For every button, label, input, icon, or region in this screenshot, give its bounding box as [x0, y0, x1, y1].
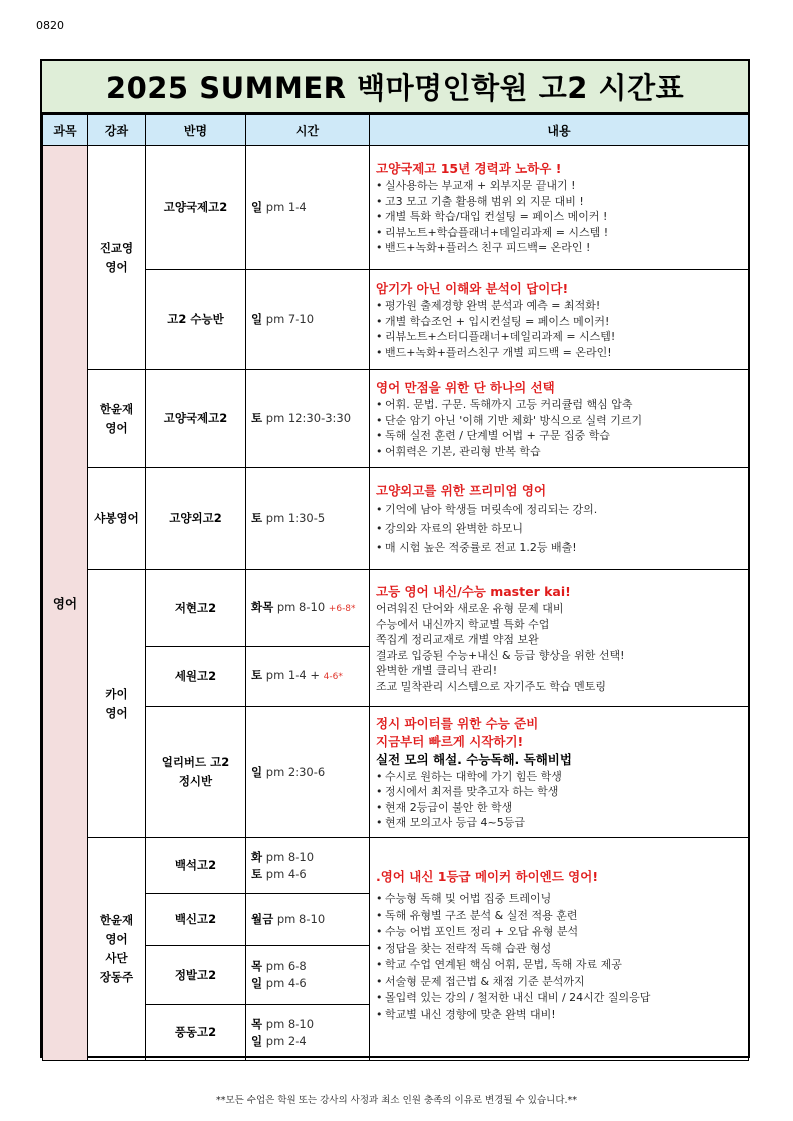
content-headline: .영어 내신 1등급 메이커 하이엔드 영어! — [376, 869, 599, 884]
content-line: 어려워진 단어와 새로운 유형 문제 대비 — [376, 602, 564, 615]
content-cell — [370, 838, 749, 1061]
hours: pm 4-6 — [265, 866, 307, 881]
day: 일 — [251, 976, 263, 990]
table-row — [43, 707, 749, 838]
content-line: 쪽집게 정리교재로 개별 약점 보완 — [376, 633, 539, 646]
list-item: • 평가원 출제경향 완벽 분석과 예측 = 최적화! — [376, 298, 742, 314]
list-item: • 현재 모의고사 등급 4~5등급 — [376, 815, 742, 831]
list-item: • 현재 2등급이 불안 한 학생 — [376, 800, 742, 816]
list-item: • 수능형 독해 및 어법 집중 트레이닝 — [376, 891, 742, 908]
class-cell: 고2 수능반 — [146, 270, 246, 370]
list-item: • 어휘. 문법. 구문. 독해까지 고등 커리큘럼 핵심 압축 — [376, 397, 742, 413]
teacher-cell — [88, 370, 146, 468]
time-note: +6-8* — [328, 603, 356, 614]
hours: pm 8-10 — [276, 912, 326, 926]
list-item: • 서술형 문제 접근법 & 채점 기준 분석까지 — [376, 974, 742, 991]
table-row — [43, 468, 749, 570]
day: 토 — [251, 511, 263, 525]
page-code: 0820 — [36, 19, 64, 32]
content-cell — [370, 270, 749, 370]
content-headline: 고등 영어 내신/수능 master kai! — [376, 584, 571, 599]
time-cell — [246, 647, 370, 707]
day: 화목 — [251, 599, 274, 614]
hours: pm 8-10 — [265, 849, 315, 864]
teacher-cell — [88, 468, 146, 570]
subject-cell: 영어 — [43, 146, 88, 1061]
content-line: 결과로 입증된 수능+내신 & 등급 향상을 위한 선택! — [376, 648, 625, 662]
hours: pm 6-8 — [265, 959, 307, 973]
content-headline: 영어 만점을 위한 단 하나의 선택 — [376, 380, 555, 395]
content-headline: 정시 파이터를 위한 수능 준비 — [376, 715, 539, 731]
class-cell: 고양국제고2 — [146, 146, 246, 270]
day: 목 — [251, 1016, 263, 1031]
day: 토 — [251, 668, 263, 682]
footer-note: **모든 수업은 학원 또는 강사의 사정과 최소 인원 충족의 이유로 변경될 수 있습니다.** — [215, 1095, 578, 1106]
header-content: 내용 — [370, 115, 749, 146]
teacher-line: 장동주 — [99, 970, 134, 984]
hours: pm 1-4 + — [265, 668, 320, 682]
teacher-cell — [88, 570, 146, 838]
list-item: • 개별 특화 학습/대입 컨설팅 = 페이스 메이커 ! — [376, 209, 742, 225]
hours: pm 2:30-6 — [265, 764, 326, 779]
list-item: • 리뷰노트+스터디플래너+데일리과제 = 시스템! — [376, 329, 742, 345]
content-cell — [370, 707, 749, 838]
list-item: • 기억에 남아 학생들 머릿속에 정리되는 강의. — [376, 500, 742, 519]
list-item: • 학교별 내신 경향에 맞춘 완벽 대비! — [376, 1007, 742, 1024]
list-item: • 개별 학습조언 + 입시컨설팅 = 페이스 메이커! — [376, 314, 742, 330]
table-row — [43, 146, 749, 270]
header-time: 시간 — [246, 115, 370, 146]
content-cell — [370, 146, 749, 270]
content-line: 수능에서 내신까지 학교별 특화 수업 — [376, 617, 550, 631]
content-cell — [370, 370, 749, 468]
class-cell: 풍동고2 — [146, 1005, 246, 1061]
list-item: • 몰입력 있는 강의 / 철저한 내신 대비 / 24시간 질의응답 — [376, 990, 742, 1007]
page-title: 2025 SUMMER 백마명인학원 고2 시간표 — [42, 61, 748, 114]
time-cell — [246, 270, 370, 370]
list-item: • 독해 유형별 구조 분석 & 실전 적용 훈련 — [376, 908, 742, 925]
time-cell — [246, 146, 370, 270]
teacher-cell — [88, 838, 146, 1061]
teacher-line: 영어 — [105, 259, 128, 274]
hours: pm 2-4 — [265, 1033, 307, 1048]
day: 일 — [251, 764, 263, 779]
time-note: 4-6* — [323, 672, 343, 682]
timetable-frame — [40, 59, 750, 1058]
teacher-line: 진교영 — [99, 240, 134, 255]
time-cell — [246, 894, 370, 946]
content-headline: 고양국제고 15년 경력과 노하우 ! — [376, 161, 562, 177]
list-item: • 리뷰노트+학습플래너+데일리과제 = 시스템 ! — [376, 225, 742, 241]
time-cell — [246, 707, 370, 838]
class-cell: 백석고2 — [146, 838, 246, 894]
time-cell — [246, 946, 370, 1005]
teacher-line: 한윤재 — [99, 913, 134, 927]
list-item: • 실사용하는 부교재 + 외부지문 끝내기 ! — [376, 178, 742, 194]
list-item: • 고3 모고 기출 활용해 범위 외 지문 대비 ! — [376, 194, 742, 210]
table-row — [43, 570, 749, 647]
teacher-cell — [88, 146, 146, 370]
list-item: • 밴드+녹화+플러스친구 개별 피드백 = 온라인! — [376, 345, 742, 361]
header-row — [43, 115, 749, 146]
day: 일 — [251, 1033, 263, 1048]
list-item: • 수시로 원하는 대학에 가기 힘든 학생 — [376, 769, 742, 785]
content-line: 완벽한 개별 클리닉 관리! — [376, 664, 498, 677]
timetable — [42, 114, 749, 1061]
time-cell — [246, 570, 370, 647]
hours: pm 7-10 — [265, 312, 315, 326]
time-cell — [246, 1005, 370, 1061]
header-subject: 과목 — [43, 115, 88, 146]
list-item: • 정시에서 최저를 맞추고자 하는 학생 — [376, 784, 742, 800]
class-cell: 백신고2 — [146, 894, 246, 946]
header-course: 강좌 — [88, 115, 146, 146]
teacher-line: 사단 — [105, 951, 128, 965]
class-cell: 고양국제고2 — [146, 370, 246, 468]
content-cell — [370, 570, 749, 707]
class-cell: 저현고2 — [146, 570, 246, 647]
hours: pm 8-10 — [265, 1016, 315, 1031]
class-cell — [146, 707, 246, 838]
list-item: • 정답을 찾는 전략적 독해 습관 형성 — [376, 941, 742, 958]
class-name: 얼리버드 고2 정시반 — [161, 755, 230, 788]
class-cell: 정발고2 — [146, 946, 246, 1005]
day: 화 — [251, 849, 263, 864]
content-subheadline: 실전 모의 해설. 수능독해. 독해비법 — [376, 751, 572, 767]
teacher-line: 영어 — [105, 420, 128, 435]
list-item: • 단순 암기 아닌 '이해 기반 체화' 방식으로 실력 기르기 — [376, 413, 742, 429]
content-cell — [370, 468, 749, 570]
list-item: • 어휘력은 기본, 관리형 반복 학습 — [376, 444, 742, 460]
class-cell: 세원고2 — [146, 647, 246, 707]
header-class: 반명 — [146, 115, 246, 146]
content-headline: 고양외고를 위한 프리미엄 영어 — [376, 482, 547, 498]
teacher-line: 한윤재 — [99, 401, 134, 416]
day: 일 — [251, 312, 263, 326]
list-item: • 학교 수업 연계된 핵심 어휘, 문법, 독해 자료 제공 — [376, 957, 742, 974]
content-line: 조교 밀착관리 시스템으로 자기주도 학습 멘토링 — [376, 679, 607, 693]
day: 목 — [251, 959, 263, 973]
hours: pm 1:30-5 — [265, 511, 326, 525]
content-headline: 지금부터 빠르게 시작하기! — [376, 733, 524, 749]
teacher-line: 샤봉영어 — [94, 511, 139, 525]
list-item: • 강의와 자료의 완벽한 하모니 — [376, 519, 742, 538]
day: 토 — [251, 411, 263, 425]
content-headline: 암기가 아닌 이해와 분석이 답이다! — [376, 281, 569, 296]
list-item: • 밴드+녹화+플러스 친구 피드백= 온라인 ! — [376, 240, 742, 256]
time-cell — [246, 838, 370, 894]
hours: pm 8-10 — [276, 599, 326, 614]
list-item: • 독해 실전 훈련 / 단계별 어법 + 구문 집중 학습 — [376, 428, 742, 444]
hours: pm 4-6 — [265, 976, 307, 990]
day: 월금 — [251, 912, 274, 926]
class-cell: 고양외고2 — [146, 468, 246, 570]
time-cell — [246, 370, 370, 468]
day: 토 — [251, 866, 263, 881]
teacher-line: 카이 — [105, 686, 128, 701]
list-item: • 수능 어법 포인트 정리 + 오답 유형 분석 — [376, 924, 742, 941]
table-row — [43, 370, 749, 468]
teacher-line: 영어 — [105, 705, 128, 720]
day: 일 — [251, 200, 263, 214]
table-row — [43, 838, 749, 894]
time-cell — [246, 468, 370, 570]
hours: pm 1-4 — [265, 200, 307, 214]
hours: pm 12:30-3:30 — [265, 411, 352, 425]
teacher-line: 영어 — [105, 932, 128, 946]
list-item: • 매 시험 높은 적중률로 전교 1.2등 배출! — [376, 538, 742, 557]
table-row — [43, 270, 749, 370]
